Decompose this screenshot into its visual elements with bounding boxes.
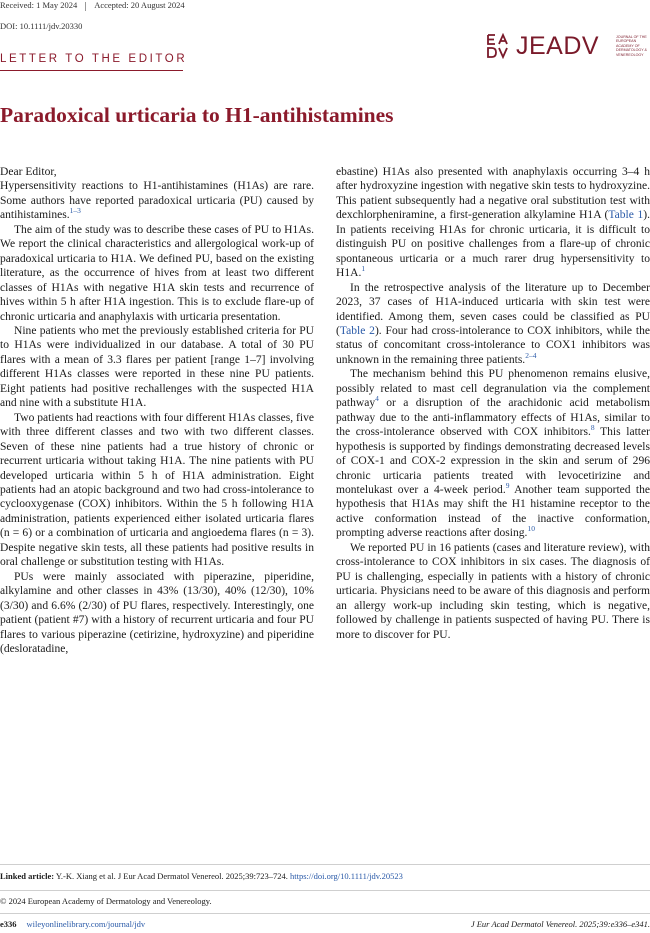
citation-link[interactable]: 4 bbox=[375, 394, 379, 404]
logo-wordmark: JEADV bbox=[516, 32, 600, 60]
right-column bbox=[336, 165, 650, 642]
paragraph: Hypersensitivity reactions to H1-antihistamines (H1As) are rare. Some authors have reported paradoxical urticaria (PU) caused by antihistamines.$^{1-3}$ bbox=[0, 180, 314, 222]
footer-divider bbox=[0, 864, 650, 865]
logo-tagline: JOURNAL OF THE EUROPEAN ACADEMY OF DERMATOLOGY & VENEREOLOGY bbox=[616, 35, 647, 57]
paragraph: The aim of the study was to describe these cases of PU to H1As. We report the clinical characteristics and allergological work-up of paradoxical urticaria to H1A. We defined PU, based on the existing literature, as the occurrence of hives from at least two different classes of H1As with negative H1A skin tests and recurrence of hives within 5 h after H1A ingestion. This is to exclude flare-up of chronic urticaria and anaphylaxis with urticaria presentation. bbox=[0, 223, 314, 323]
citation-link[interactable]: 1–3 bbox=[69, 206, 81, 216]
paragraph: Two patients had reactions with four different H1As classes, five with three different classes and two with two different classes. Seven of these nine patients had a true history of chronic or recurrent urticaria without taking H1A. The nine patients with PU developed urticaria within 5 h of H1A administration. Eight patients had an atopic background and two had cross-intolerance to cyclooxygenase (COX) inhibitors. Within the 5 h following H1A administration, patients experienced either isolated urticaria flares (n = 6) or a combination of urticaria and angioedema flares (n = 3). Despite negative skin tests, all these patients had positive results in oral challenge or substitution testing with H1As. bbox=[0, 411, 314, 569]
journal-citation: J Eur Acad Dermatol Venereol. 2025;39:e336–e341. bbox=[470, 919, 650, 929]
paragraph: We reported PU in 16 patients (cases and literature review), with cross-intolerance to COX inhibitors in six cases. The diagnosis of PU is challenging, especially in patients with a history of chronic urticaria. Physicians need to be aware of this diagnosis and perform an allergy work-up including skin testing, which is negative, followed by challenge in patients suspected of having PU. There is more to discover for PU. bbox=[336, 541, 650, 641]
paragraph: ebastine) H1As also presented with anaphylaxis occurring 3–4 h after hydroxyzine ingestion with negative skin tests to hydroxyzine. This patient subsequently had a negative oral substitution test with dexchlorpheniramine, a first-generation alkylamine H1A (Table 1). In patients receiving H1As for chronic urticaria, it is difficult to distinguish PU on positive challenges from a flare-up of chronic spontaneous urticaria or a much rarer drug hypersensitivity to H1A.$^1$ bbox=[336, 166, 650, 280]
citation-link[interactable]: 9 bbox=[505, 481, 510, 491]
citation-link[interactable]: 1 bbox=[361, 264, 366, 274]
journal-logo bbox=[486, 33, 646, 61]
page-footer bbox=[0, 919, 650, 929]
page-number: e336 bbox=[0, 919, 17, 929]
paragraph: The mechanism behind this PU phenomenon remains elusive, possibly related to mast cell degranulation via the complement pathway$^4$ or a disruption of the arachidonic acid metabolism pathway due to the anti-inflammatory effects of H1As, similar to the cross-intolerance observed with COX inhibitors.$^8$ This latter hypothesis is supported by findings demonstrating decreased levels of COX-1 and COX-2 expression in the skin and serum of 296 chronic urticaria patients treated with levocetirizine and montelukast over a 4-week period.$^9$ Another team supported the hypothesis that H1As may shift the H1 histamine receptor to the active conformation instead of the inactive conformation, prompting adverse reactions after dosing.$^{10}$ bbox=[336, 368, 650, 540]
section-rule bbox=[0, 70, 183, 71]
received-date: Received: 1 May 2024 bbox=[0, 0, 78, 10]
accepted-date: Accepted: 20 August 2024 bbox=[94, 0, 185, 10]
footer-divider bbox=[0, 913, 650, 914]
doi: DOI: 10.1111/jdv.20330 bbox=[0, 21, 83, 31]
article-title: Paradoxical urticaria to H1-antihistamines bbox=[0, 103, 394, 127]
table-2-link[interactable]: Table 2 bbox=[339, 324, 375, 337]
eadv-mark-icon bbox=[486, 33, 510, 59]
date-separator bbox=[85, 2, 86, 11]
table-1-link[interactable]: Table 1 bbox=[608, 209, 644, 222]
footer-divider bbox=[0, 890, 650, 891]
section-label: LETTER TO THE EDITOR bbox=[0, 53, 188, 65]
linked-article-link[interactable]: https://doi.org/10.1111/jdv.20523 bbox=[290, 871, 403, 881]
paragraph: PUs were mainly associated with piperazine, piperidine, alkylamine and other classes in 43% (13/30), 40% (12/30), 10% (3/30) and 6.6% (2/30) of PU flares, respectively. Interestingly, one patient (patient #7) with a history of recurrent urticaria and four PU flares to various piperazine (cetirizine, hydroxyzine) and piperidine (desloratadine, bbox=[0, 570, 314, 655]
journal-site-link[interactable]: wileyonlinelibrary.com/journal/jdv bbox=[26, 919, 146, 929]
citation-link[interactable]: 2–4 bbox=[525, 351, 537, 361]
article-dates bbox=[0, 0, 185, 11]
linked-article: Linked article: Y.-K. Xiang et al. J Eur Acad Dermatol Venereol. 2025;39:723–724. https://doi.org/10.1111/jdv.20523 bbox=[0, 871, 403, 881]
copyright: © 2024 European Academy of Dermatology and Venereology. bbox=[0, 896, 212, 906]
salutation: Dear Editor, bbox=[0, 166, 57, 178]
paragraph: Nine patients who met the previously established criteria for PU to H1As were individualized in our database. A total of 30 PU flares with a mean of 3.3 flares per patient [range 1–7] involving different H1As classes were reported in these nine PU patients. Eight patients had positive rechallenges with the suspected H1A and nine with a substitute H1A. bbox=[0, 324, 314, 410]
paragraph: In the retrospective analysis of the literature up to December 2023, 37 cases of H1A-induced urticaria with skin test were identified. Among them, seven cases could be classified as PU (Table 2). Four had cross-intolerance to COX inhibitors, while the status of concomitant cross-intolerance to COX1 inhibitors was unknown in the remaining three patients.$^{2-4}$ bbox=[336, 281, 650, 366]
citation-link[interactable]: 10 bbox=[527, 524, 535, 534]
left-column bbox=[0, 165, 314, 656]
logo-mark bbox=[486, 33, 510, 59]
citation-link[interactable]: 8 bbox=[590, 423, 595, 433]
